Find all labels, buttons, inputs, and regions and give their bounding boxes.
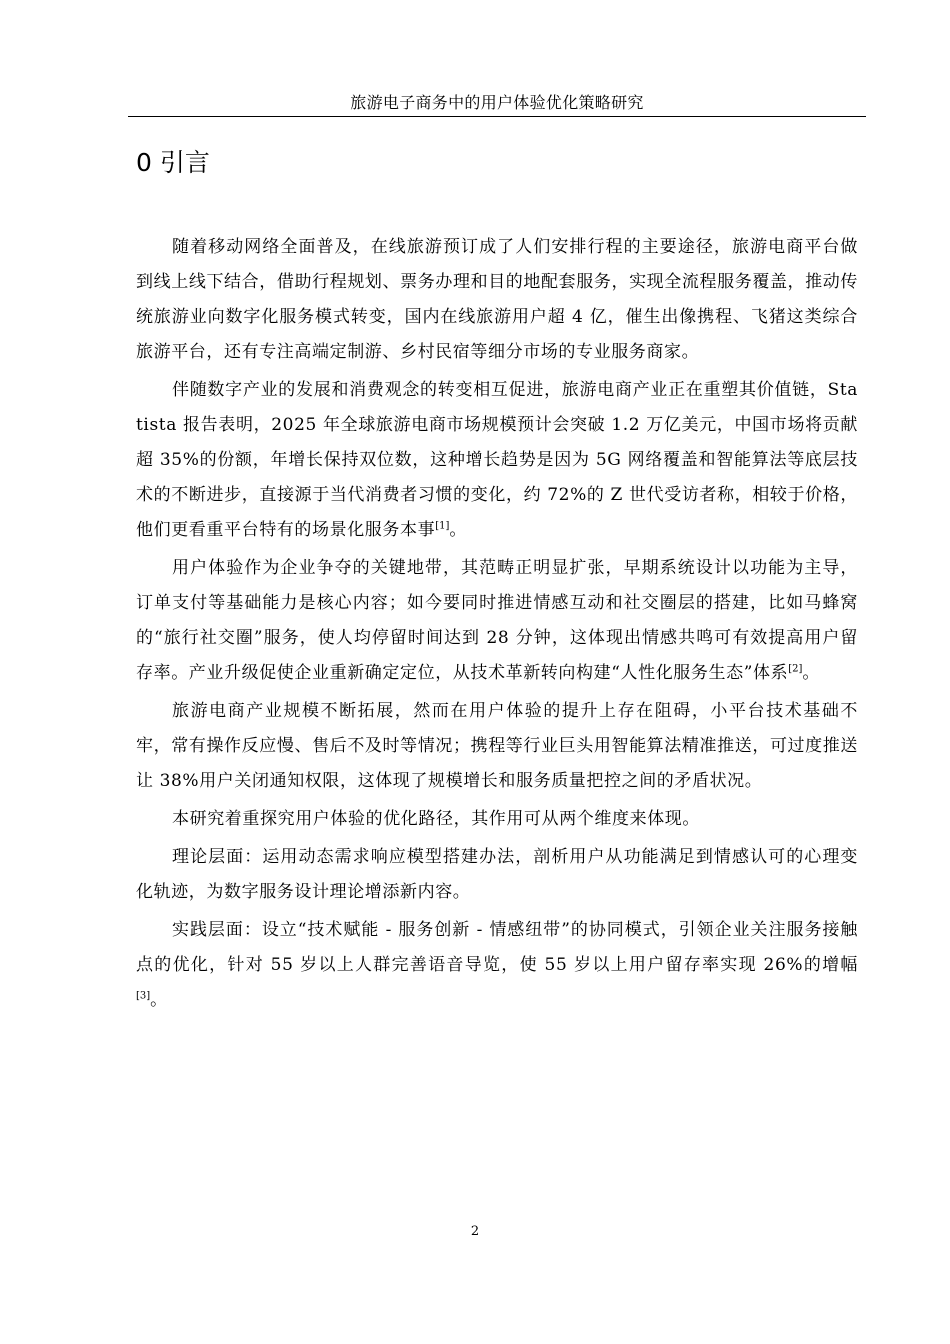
citation-ref: [1] xyxy=(435,520,450,532)
paragraph-text: 伴随数字产业的发展和消费观念的转变相互促进，旅游电商产业正在重塑其价值链，Statista 报告表明，2025 年全球旅游电商市场规模预计会突破 1.2 万亿美元，中国市场将贡献超 35%的份额，年增长保持双位数，这种增长趋势是因为 5G 网络覆盖和智能算法等底层技术的不断进步，直接源于当代消费者习惯的变化，约 72%的 Z 世代受访者称，相较于价格，他们更看重平台特有的场景化服务本事 xyxy=(136,380,858,540)
running-header-title: 旅游电子商务中的用户体验优化策略研究 xyxy=(350,93,644,112)
citation-ref: [2] xyxy=(788,663,803,675)
paragraph-3 xyxy=(136,551,858,691)
paragraph-5 xyxy=(136,802,858,837)
body-text xyxy=(136,230,858,1021)
paragraph-text: 随着移动网络全面普及，在线旅游预订成了人们安排行程的主要途径，旅游电商平台做到线上线下结合，借助行程规划、票务办理和目的地配套服务，实现全流程服务覆盖，推动传统旅游业向数字化服务模式转变，国内在线旅游用户超 4 亿，催生出像携程、飞猪这类综合旅游平台，还有专注高端定制游、乡村民宿等细分市场的专业服务商家。 xyxy=(136,237,858,362)
paragraph-tail: 。 xyxy=(802,663,820,683)
paragraph-text: 实践层面：设立“技术赋能 - 服务创新 - 情感纽带”的协同模式，引领企业关注服务接触点的优化，针对 55 岁以上人群完善语音导览，使 55 岁以上用户留存率实现 26%的增幅 xyxy=(136,920,858,975)
paragraph-2 xyxy=(136,373,858,548)
paragraph-text: 用户体验作为企业争夺的关键地带，其范畴正明显扩张，早期系统设计以功能为主导，订单支付等基础能力是核心内容；如今要同时推进情感互动和社交圈层的搭建，比如马蜂窝的“旅行社交圈”服务，使人均停留时间达到 28 分钟，这体现出情感共鸣可有效提高用户留存率。产业升级促使企业重新确定定位，从技术革新转向构建“人性化服务生态”体系 xyxy=(136,558,858,683)
running-header xyxy=(128,92,866,117)
paragraph-text: 本研究着重探究用户体验的优化路径，其作用可从两个维度来体现。 xyxy=(172,809,700,829)
paragraph-7 xyxy=(136,913,858,1018)
paragraph-tail: 。 xyxy=(150,990,168,1010)
paragraph-6 xyxy=(136,840,858,910)
paragraph-text: 旅游电商产业规模不断拓展，然而在用户体验的提升上存在阻碍，小平台技术基础不牢，常有操作反应慢、售后不及时等情况；携程等行业巨头用智能算法精准推送，可过度推送让 38%用户关闭通知权限，这体现了规模增长和服务质量把控之间的矛盾状况。 xyxy=(136,701,858,791)
page-number: 2 xyxy=(470,1224,480,1239)
paragraph-text: 理论层面：运用动态需求响应模型搭建办法，剖析用户从功能满足到情感认可的心理变化轨迹，为数字服务设计理论增添新内容。 xyxy=(136,847,858,902)
citation-ref: [3] xyxy=(136,990,151,1002)
paragraph-tail: 。 xyxy=(449,520,467,540)
paragraph-4 xyxy=(136,694,858,799)
section-title: 0 引言 xyxy=(136,148,210,177)
paragraph-1 xyxy=(136,230,858,370)
